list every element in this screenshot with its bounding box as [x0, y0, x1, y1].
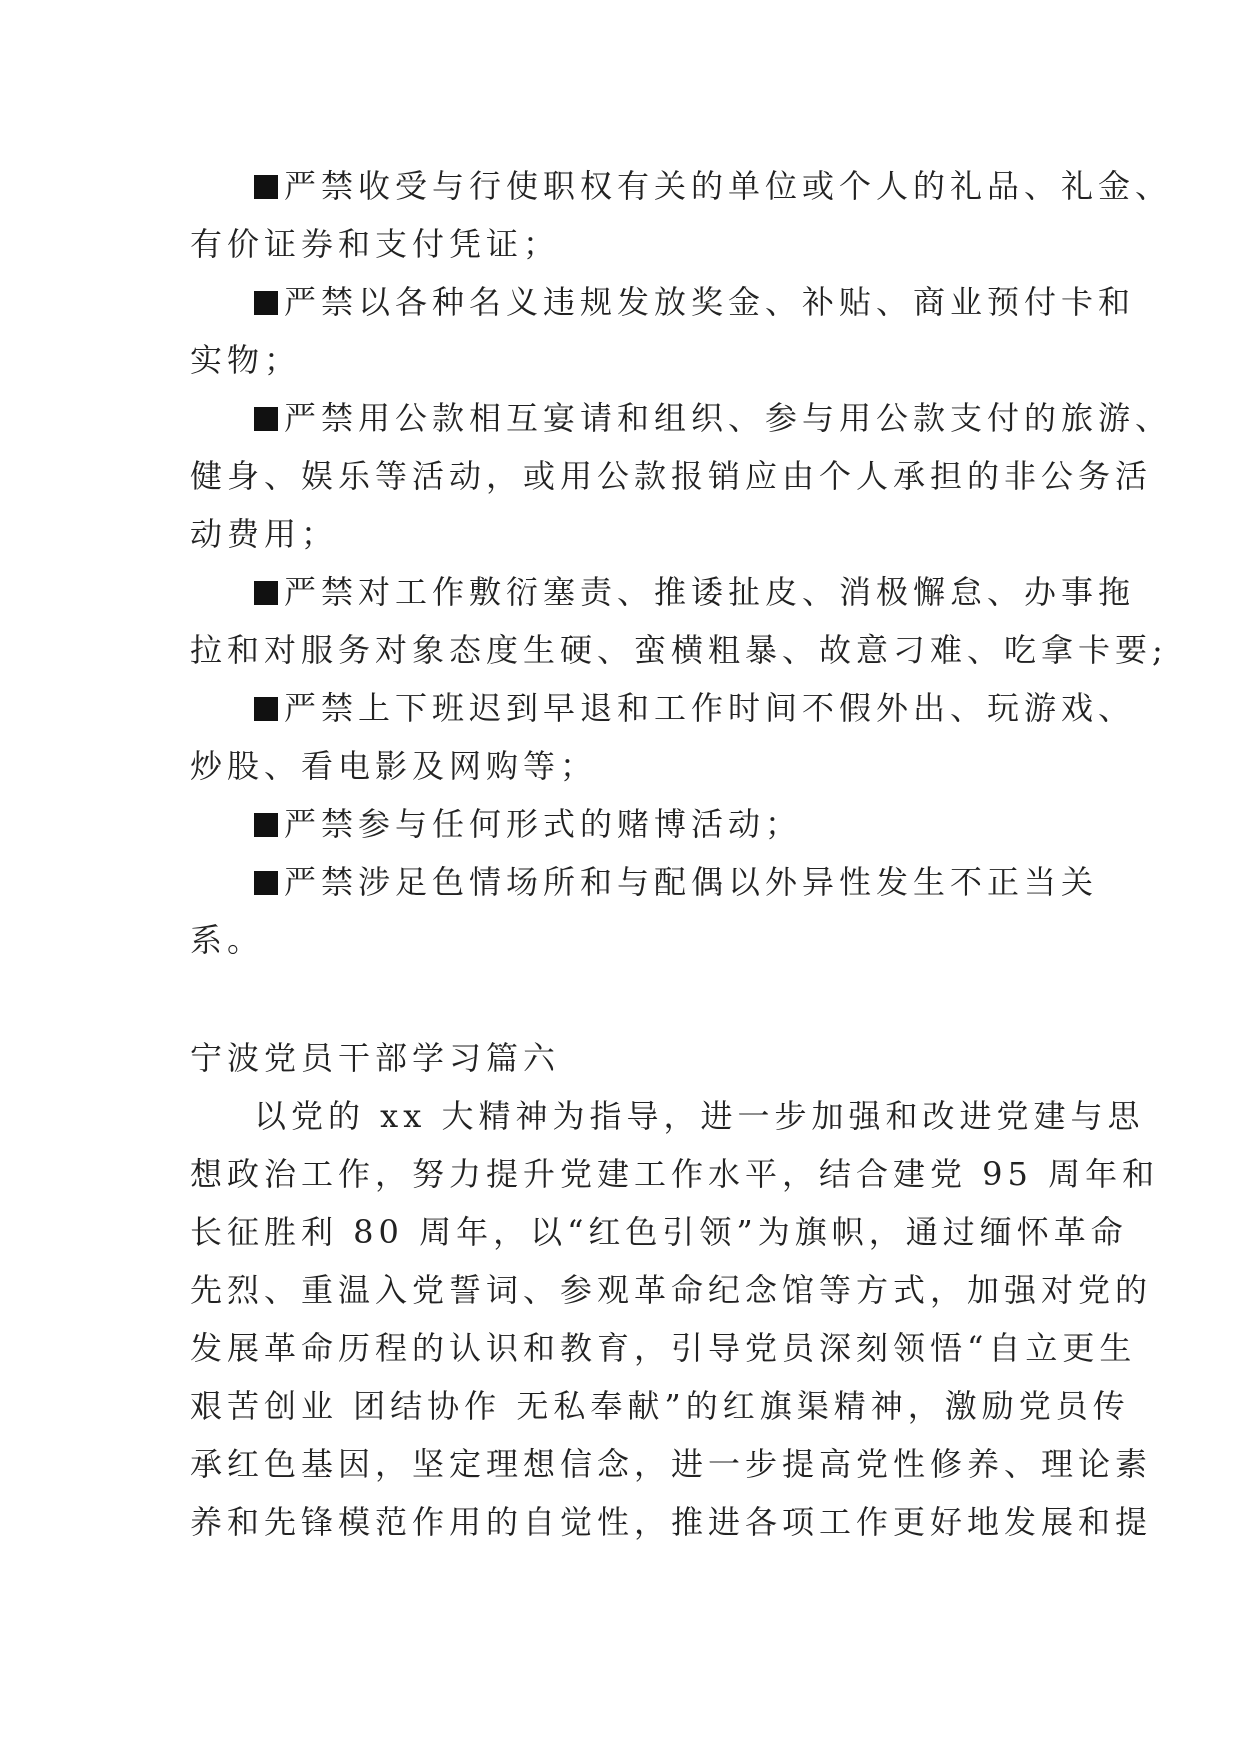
rule-text-continued: 动费用； — [190, 515, 339, 553]
rule-text-continued: 拉和对服务对象态度生硬、蛮横粗暴、故意刁难、吃拿卡要; — [190, 631, 1168, 669]
rule-text: 严禁以各种名义违规发放奖金、补贴、商业预付卡和 — [284, 283, 1136, 321]
rule-item-6 — [254, 804, 1154, 844]
paragraph-line: 长征胜利 80 周年，以“红色引领”为旗帜，通过缅怀革命 — [190, 1213, 1128, 1251]
rule-text: 严禁参与任何形式的赌博活动； — [284, 805, 803, 843]
rule-item-3 — [254, 398, 1173, 438]
rule-text-continued: 实物； — [190, 341, 302, 379]
section-title: 宁波党员干部学习篇六 — [190, 1039, 561, 1077]
rule-text: 严禁涉足色情场所和与配偶以外异性发生不正当关 — [284, 863, 1099, 901]
square-bullet-icon — [254, 813, 278, 837]
paragraph-line: 养和先锋模范作用的自觉性，推进各项工作更好地发展和提 — [190, 1503, 1153, 1541]
rule-text-continued: 系。 — [190, 921, 265, 959]
rule-item-4 — [254, 572, 1154, 612]
square-bullet-icon — [254, 175, 278, 199]
square-bullet-icon — [254, 581, 278, 605]
square-bullet-icon — [254, 871, 278, 895]
rule-text-continued: 炒股、看电影及网购等； — [190, 747, 598, 785]
rule-text-continued: 健身、娱乐等活动，或用公款报销应由个人承担的非公务活 — [190, 457, 1153, 495]
square-bullet-icon — [254, 291, 278, 315]
paragraph-line: 承红色基因，坚定理想信念，进一步提高党性修养、理论素 — [190, 1445, 1153, 1483]
rule-text: 严禁上下班迟到早退和工作时间不假外出、玩游戏、 — [284, 689, 1136, 727]
rule-text: 严禁用公款相互宴请和组织、参与用公款支付的旅游、 — [284, 399, 1173, 437]
paragraph-line: 以党的 xx 大精神为指导，进一步加强和改进党建与思 — [254, 1097, 1145, 1135]
rule-text: 严禁收受与行使职权有关的单位或个人的礼品、礼金、 — [284, 167, 1173, 205]
square-bullet-icon — [254, 407, 278, 431]
square-bullet-icon — [254, 697, 278, 721]
paragraph-line: 发展革命历程的认识和教育，引导党员深刻领悟“自立更生 — [190, 1329, 1137, 1367]
paragraph-line: 想政治工作，努力提升党建工作水平，结合建党 95 周年和 — [190, 1155, 1160, 1193]
rule-text-continued: 有价证券和支付凭证； — [190, 225, 561, 263]
rule-text: 严禁对工作敷衍塞责、推诿扯皮、消极懈怠、办事拖 — [284, 573, 1136, 611]
paragraph-line: 先烈、重温入党誓词、参观革命纪念馆等方式，加强对党的 — [190, 1271, 1153, 1309]
rule-item-1 — [254, 166, 1173, 206]
rule-item-7 — [254, 862, 1154, 902]
paragraph-line: 艰苦创业 团结协作 无私奉献”的红旗渠精神，激励党员传 — [190, 1387, 1130, 1425]
rule-item-2 — [254, 282, 1154, 322]
rule-item-5 — [254, 688, 1154, 728]
